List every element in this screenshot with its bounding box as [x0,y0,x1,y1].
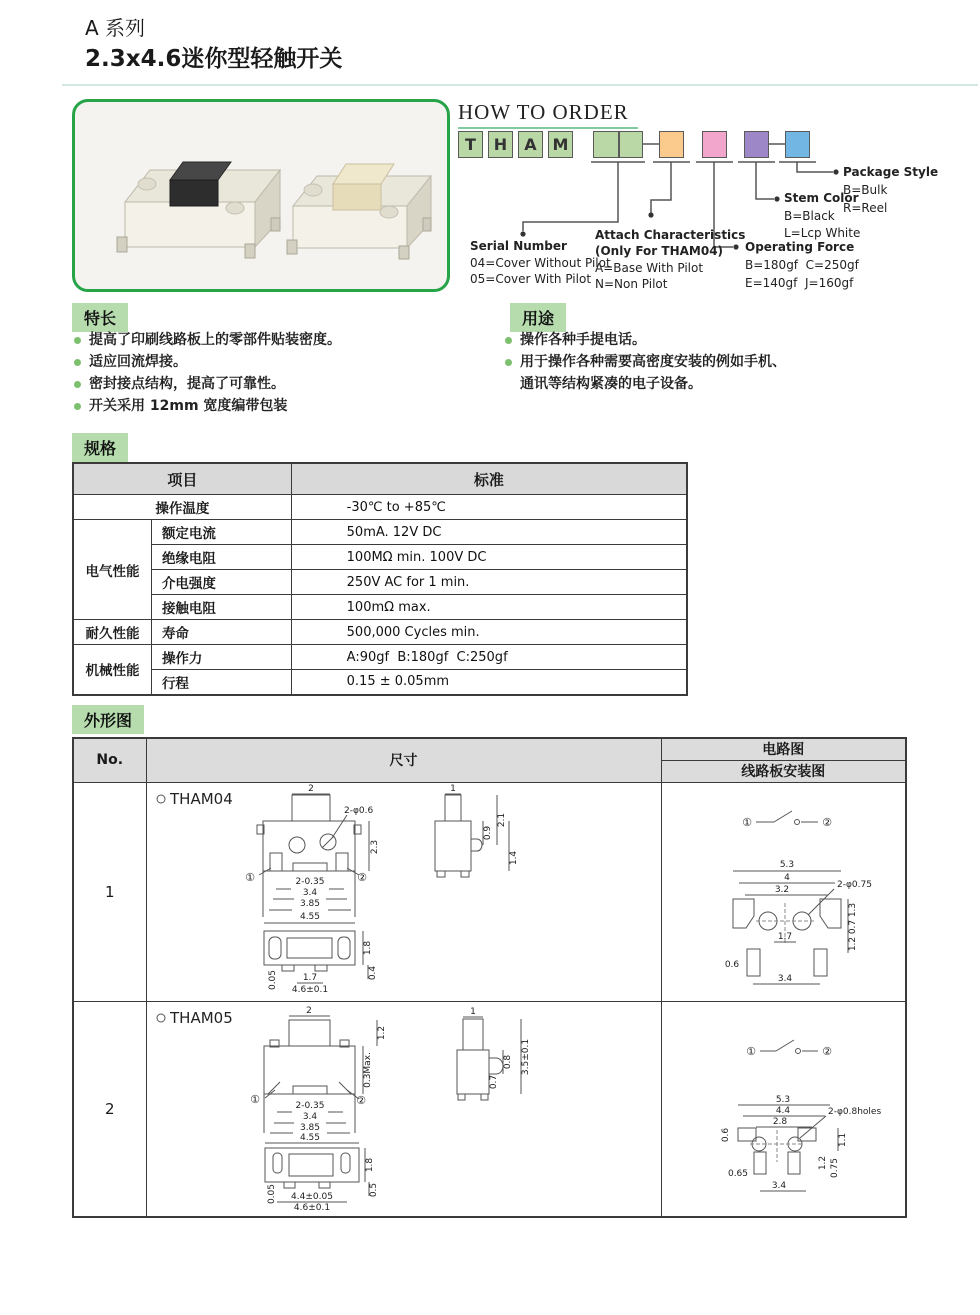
dim-label: 3.4 [777,973,792,984]
dim-label: 3.2 [774,884,789,895]
dim-label: 2 [305,1005,312,1016]
bullet-icon [74,359,81,366]
application-text: 操作各种手提电话。 [520,332,646,348]
tham04-bottom-view [264,912,378,995]
tham05-side-view [457,1007,531,1100]
product-title: 2.3x4.6迷你型轻触开关 [85,46,343,72]
dim-label: 0.5 [368,1182,379,1197]
code-letter-box-m: M [548,131,573,158]
outline-col-pcb: 线路板安装图 [661,760,906,782]
spec-value: 0.15 ± 0.05mm [291,670,687,695]
dim-label: 2.3 [369,839,380,854]
model-name: THAM04 [169,789,233,808]
dim-label: 1.8 [362,940,373,955]
pin1-label: ① [249,1092,260,1106]
operating-force-label: Operating Force [745,240,855,254]
how-to-order-title: HOW TO ORDER [458,100,629,124]
feature-text: 密封接点结构，提高了可靠性。 [89,376,285,392]
dim-label: 4.4 [775,1105,790,1116]
outline-row1-dimensions-cell [146,782,661,1001]
application-item [505,354,925,371]
dim-label: 0.65 [727,1168,748,1179]
dim-label: 0.7 [847,919,858,934]
dim-label: 0.05 [266,1183,277,1204]
spec-table [72,462,688,696]
dim-label: 0.3Max. [362,1051,373,1088]
dim-label: 4.6±0.1 [293,1202,330,1212]
pin2-label: ② [355,1093,366,1107]
model-name: THAM05 [169,1008,233,1027]
attach-characteristics-opt2: N=Non Pilot [595,277,668,291]
package-style-label: Package Style [843,165,939,179]
package-style-opt1: B=Bulk [843,183,888,197]
series-title: A 系列 [85,16,146,40]
outline-heading: 外形图 [72,705,144,734]
dim-label: 4.6±0.1 [291,984,328,995]
dim-label: 2-φ0.75 [836,879,872,890]
dim-label: 2.1 [496,812,507,827]
code-letter-box-t: T [458,131,483,158]
application-text: 通讯等结构紧凑的电子设备。 [520,376,702,392]
pcb-layout [721,1095,881,1191]
serial-number-label: Serial Number [470,239,567,253]
dim-label: 5.3 [779,859,794,870]
dim-label: 1.8 [364,1157,375,1172]
applications-list [505,332,925,393]
dim-label: 3.4 [302,1111,317,1122]
dim-label: 4 [783,872,790,883]
dim-label: 1.7 [777,931,792,942]
features-heading: 特长 [72,303,128,332]
pcb-layout [724,860,871,984]
spec-col-standard: 标准 [291,463,687,495]
tham04-front-view [245,784,380,917]
switch-cream-stem [287,164,431,259]
spec-temp-label: 操作温度 [73,495,291,520]
outline-row1-circuit-cell [661,782,906,1001]
dim-label: 2-0.35 [294,876,325,887]
dim-label: 0.6 [724,959,739,970]
dim-label: 1 [469,1006,476,1017]
pin2-label: ② [356,870,367,884]
dim-label: 1 [449,783,456,794]
pin2-label: ② [821,815,832,829]
dim-label: 0.75 [829,1157,840,1178]
stem-color-label: Stem Color [784,191,859,205]
operating-force-opt2: E=140gf J=160gf [745,276,854,290]
spec-value: 500,000 Cycles min. [291,620,687,645]
feature-text: 适应回流焊接。 [89,354,187,370]
dim-label: 0.4 [367,965,378,980]
feature-text: 提高了印刷线路板上的零部件贴装密度。 [89,332,341,348]
dim-label: 1.2 [847,936,858,951]
circuit-diagram [746,1040,832,1058]
dim-label: 2 [307,783,314,794]
tham04-side-view [435,784,519,877]
bullet-icon [74,403,81,410]
spec-label: 操作力 [151,645,291,670]
dim-label: 1.7 [302,972,317,983]
dim-label: 4.55 [299,1132,320,1143]
spec-label: 行程 [151,670,291,695]
code-letter-box-a: A [518,131,543,158]
dim-label: 2.8 [772,1116,787,1127]
dim-label: 1.2 [376,1025,387,1040]
dim-label: 1.1 [837,1132,848,1147]
spec-label: 绝缘电阻 [151,545,291,570]
dim-label: 3.4 [771,1180,786,1191]
application-item-continued [505,376,925,393]
applications-heading: 用途 [510,303,566,332]
dim-label: 4.55 [299,911,320,922]
spec-label: 介电强度 [151,570,291,595]
bullet-icon [505,337,512,344]
spec-col-item: 项目 [73,463,291,495]
spec-value: A:90gf B:180gf C:250gf [291,645,687,670]
dim-label: 2-0.35 [294,1100,325,1111]
spec-temp-value: -30℃ to +85℃ [291,495,687,520]
dim-label: 0.7 [488,1074,499,1089]
dim-label: 4.4±0.05 [290,1191,333,1202]
stem-color-opt1: B=Black [784,209,835,223]
serial-number-opt1: 04=Cover Without Pilot [470,256,611,270]
spec-group-durability: 耐久性能 [73,620,151,645]
feature-item [74,376,484,393]
outline-row2-no: 2 [73,1001,146,1217]
application-item [505,332,925,349]
spec-label: 接触电阻 [151,595,291,620]
dim-label: 0.6 [720,1127,731,1142]
product-photo [72,99,450,292]
operating-force-opt1: B=180gf C=250gf [745,258,859,272]
tham05-bottom-view [265,1133,379,1212]
pin2-label: ② [821,1044,832,1058]
bullet-icon [505,359,512,366]
dim-label: 2-φ0.8holes [827,1106,881,1117]
spec-label: 寿命 [151,620,291,645]
tham05-dimension-drawing [147,1002,662,1212]
spec-group-electrical: 电气性能 [73,520,151,620]
dim-label: 1.4 [508,850,519,865]
tham05-front-view [250,1006,387,1133]
dim-label: 2-φ0.6 [343,805,373,816]
dim-label: 1.2 [817,1155,828,1170]
feature-item [74,354,484,371]
outline-table [72,737,907,1218]
dim-label: 1.3 [847,902,858,917]
spec-value: 250V AC for 1 min. [291,570,687,595]
outline-col-circuit: 电路图 [661,738,906,760]
spec-group-mechanical: 机械性能 [73,645,151,695]
outline-row2-dimensions-cell [146,1001,661,1217]
outline-col-no: No. [73,738,146,782]
outline-row2-circuit-cell [661,1001,906,1217]
attach-characteristics-label: Attach Characteristics [595,228,746,242]
bullet-icon [74,381,81,388]
stem-color-opt2: L=Lcp White [784,226,861,240]
dim-label: 0.9 [482,825,493,840]
attach-characteristics-sublabel: (Only For THAM04) [595,244,724,258]
code-letter-box-h: H [488,131,513,158]
dim-label: 3.85 [299,1122,320,1133]
tham04-dimension-drawing [147,783,662,997]
dim-label: 5.3 [775,1094,790,1105]
specs-heading: 规格 [72,433,128,462]
tham04-circuit-and-pcb [662,783,907,997]
dim-label: 3.5±0.1 [520,1038,531,1075]
model-label [157,1009,233,1027]
tham05-circuit-and-pcb [662,1002,907,1212]
dim-label: 0.8 [502,1054,513,1069]
spec-value: 50mA. 12V DC [291,520,687,545]
spec-label: 额定电流 [151,520,291,545]
pin1-label: ① [741,815,752,829]
outline-col-dimensions: 尺寸 [146,738,661,782]
circuit-diagram [742,811,832,829]
dim-label: 3.4 [302,887,317,898]
feature-item [74,398,484,415]
serial-number-opt2: 05=Cover With Pilot [470,272,592,286]
feature-text: 开关采用 12mm 宽度编带包装 [89,398,288,414]
attach-characteristics-opt1: A=Base With Pilot [595,261,704,275]
outline-row1-no: 1 [73,782,146,1001]
header-divider [62,84,978,86]
feature-item [74,332,484,349]
bullet-icon [74,337,81,344]
package-style-opt2: R=Reel [843,201,888,215]
dim-label: 3.85 [299,898,320,909]
dim-label: 0.05 [267,969,278,990]
features-list [74,332,484,415]
switch-photo-illustration [75,102,447,289]
pin1-label: ① [745,1044,756,1058]
model-label [157,790,233,808]
spec-value: 100MΩ min. 100V DC [291,545,687,570]
application-text: 用于操作各种需要高密度安装的例如手机、 [520,354,786,370]
pin1-label: ① [244,870,255,884]
switch-black-stem [117,162,280,258]
spec-value: 100mΩ max. [291,595,687,620]
